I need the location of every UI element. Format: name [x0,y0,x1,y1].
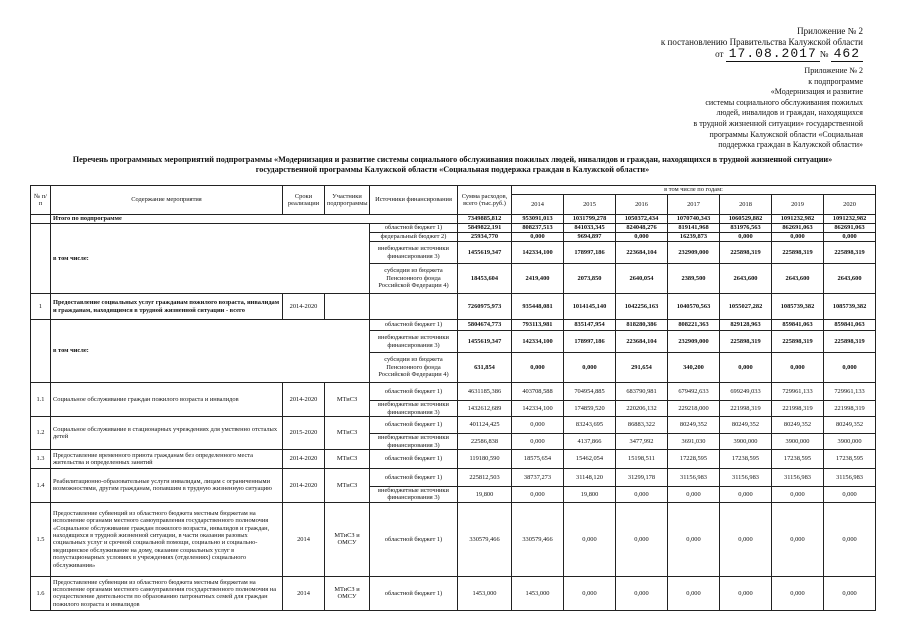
year-amount: 80249,352 [772,417,824,434]
item-num: 1.6 [31,576,51,610]
funding-source: областной бюджет 1) [370,383,458,401]
year-amount: 0,000 [616,487,668,503]
year-amount: 0,000 [772,487,824,503]
appendix-block [663,66,863,151]
item-row [31,417,876,434]
item-participant: МТиСЗ и ОМСУ [325,502,370,576]
total-amount: 7349885,812 [458,215,512,224]
decree-date: 17.08.2017 [726,46,820,62]
year-amount: 291,654 [616,353,668,383]
breakdown-label: в том числе: [51,320,370,383]
year-amount: 178997,186 [564,242,616,264]
year-amount: 232909,000 [668,331,720,353]
year-amount: 0,000 [824,233,876,242]
total-amount: 401124,425 [458,417,512,434]
year-amount: 17238,595 [772,450,824,469]
date-prefix: от [715,49,724,59]
num-cell [31,320,51,383]
year-amount: 0,000 [772,502,824,576]
year-amount: 4137,866 [564,434,616,450]
total-amount: 1432612,689 [458,401,512,417]
total-amount: 631,854 [458,353,512,383]
year-amount: 80249,352 [720,417,772,434]
year-amount: 3691,030 [668,434,720,450]
col-year-header: 2015 [564,195,616,215]
year-amount: 2419,400 [512,264,564,294]
year-amount: 0,000 [564,353,616,383]
item-num: 1.5 [31,502,51,576]
funding-source: субсидии из бюджета Пенсионного фонда Российской Федерации 4) [370,264,458,294]
year-amount: 835147,954 [564,320,616,331]
year-amount: 0,000 [824,353,876,383]
year-amount: 16239,873 [668,233,720,242]
item-row [31,383,876,401]
year-amount: 953091,013 [512,215,564,224]
year-amount: 0,000 [512,434,564,450]
year-amount: 0,000 [512,233,564,242]
year-amount: 142334,100 [512,331,564,353]
year-amount: 2643,600 [720,264,772,294]
title-line: государственной программы Калужской области «Социальная поддержка граждан в Калужской области» [255,165,650,174]
col-year-header: 2016 [616,195,668,215]
year-amount: 1031799,278 [564,215,616,224]
item-participant: МТиСЗ [325,383,370,417]
breakdown-row [31,224,876,233]
year-amount: 0,000 [668,576,720,610]
year-amount: 0,000 [616,233,668,242]
year-amount: 223684,104 [616,242,668,264]
year-amount: 0,000 [720,502,772,576]
funding-source: внебюджетные источники финансирования 3) [370,401,458,417]
item-num: 1.4 [31,469,51,503]
col-year-header: 2019 [772,195,824,215]
year-amount: 1091232,982 [824,215,876,224]
title-line: Перечень программных мероприятий подпрограммы «Модернизация и развитие системы социального обслуживания пожилых людей, инвалидов и граждан, находящихся в трудной жизненной ситуации» [72,155,833,164]
total-amount: 1455619,347 [458,242,512,264]
year-amount: 841033,345 [564,224,616,233]
year-amount: 17238,595 [824,450,876,469]
year-amount: 0,000 [512,487,564,503]
funding-source: областной бюджет 1) [370,502,458,576]
item-terms: 2015-2020 [283,417,325,450]
year-amount: 403708,588 [512,383,564,401]
year-amount: 859841,063 [824,320,876,331]
year-amount: 142334,100 [512,401,564,417]
year-amount: 15198,511 [616,450,668,469]
year-amount: 808221,363 [668,320,720,331]
year-amount: 142334,100 [512,242,564,264]
item-content: Реабилитационно-образовательные услуги инвалидам, лицам с ограниченными возможностями, другим гражданам, попавшим в трудную жизненную ситуацию [51,469,283,503]
year-amount: 31156,983 [668,469,720,487]
year-amount: 0,000 [512,353,564,383]
section-source [370,294,458,320]
year-amount: 1040570,563 [668,294,720,320]
year-amount: 2643,600 [824,264,876,294]
total-amount: 19,800 [458,487,512,503]
year-amount: 38737,273 [512,469,564,487]
year-amount: 225898,319 [772,331,824,353]
section-content: Предоставление социальных услуг гражданам пожилого возраста, инвалидам и гражданам, находящимся в трудной жизненной ситуации - всего [51,294,283,320]
year-amount: 0,000 [772,353,824,383]
year-amount: 1091232,982 [772,215,824,224]
year-amount: 17238,595 [720,450,772,469]
total-amount: 7260975,973 [458,294,512,320]
item-terms: 2014-2020 [283,383,325,417]
funding-source: внебюджетные источники финансирования 3) [370,242,458,264]
appendix-text-line: в трудной жизненной ситуации» государственной [693,118,863,128]
item-participant: МТиСЗ [325,450,370,469]
year-amount: 225898,319 [772,242,824,264]
funding-source: субсидии из бюджета Пенсионного фонда Российской Федерации 4) [370,353,458,383]
item-row [31,502,876,576]
total-amount: 1453,000 [458,576,512,610]
col-participants-header: Участники подпрограммы [325,186,370,215]
year-amount: 2640,054 [616,264,668,294]
year-amount: 232909,000 [668,242,720,264]
funding-source: областной бюджет 1) [370,224,458,233]
year-amount: 1014145,140 [564,294,616,320]
year-amount: 31156,983 [720,469,772,487]
item-participant: МТиСЗ и ОМСУ [325,576,370,610]
year-amount: 829128,963 [720,320,772,331]
table-body [31,215,876,611]
appendix-text-line: системы социального обслуживания пожилых [705,97,863,107]
funding-source: областной бюджет 1) [370,576,458,610]
appendix-text-line: программы Калужской области «Социальная [709,129,863,139]
item-num: 1.2 [31,417,51,450]
col-content-header: Содержание мероприятия [51,186,283,215]
year-amount: 862691,063 [772,224,824,233]
total-amount: 1455619,347 [458,331,512,353]
item-participant: МТиСЗ [325,417,370,450]
year-amount: 223684,104 [616,331,668,353]
year-amount: 679492,633 [668,383,720,401]
document-title [30,155,875,175]
year-amount: 80249,352 [668,417,720,434]
year-amount: 0,000 [824,576,876,610]
year-amount: 80249,352 [824,417,876,434]
item-row [31,576,876,610]
item-participant: МТиСЗ [325,469,370,503]
num-cell [31,215,51,224]
year-amount: 0,000 [720,576,772,610]
col-years-group-header: в том числе по годам: [512,186,876,195]
year-amount: 862691,063 [824,224,876,233]
total-amount: 4631185,386 [458,383,512,401]
breakdown-label: в том числе: [51,224,370,294]
item-content: Предоставление субвенции из областного бюджета местным бюджетам на исполнение органами местного самоуправления государственного полномочия на осуществление деятельности по образованию патронатных семей для граждан пожилого возраста и инвалидов [51,576,283,610]
year-amount: 31299,178 [616,469,668,487]
year-amount: 1085739,382 [824,294,876,320]
col-year-header: 2020 [824,195,876,215]
item-row [31,469,876,487]
year-amount: 31148,120 [564,469,616,487]
total-amount: 25934,770 [458,233,512,242]
col-total-header: Сумма расходов, всего (тыс.руб.) [458,186,512,215]
year-amount: 1055027,282 [720,294,772,320]
year-amount: 0,000 [720,233,772,242]
year-amount: 0,000 [564,502,616,576]
year-amount: 225898,319 [720,331,772,353]
col-terms-header: Сроки реализации [283,186,325,215]
col-year-header: 2017 [668,195,720,215]
year-amount: 683790,981 [616,383,668,401]
year-amount: 1060529,882 [720,215,772,224]
year-amount: 229218,000 [668,401,720,417]
year-amount: 3900,000 [824,434,876,450]
year-amount: 31156,983 [772,469,824,487]
year-amount: 793113,981 [512,320,564,331]
year-amount: 221998,319 [824,401,876,417]
total-amount: 330579,466 [458,502,512,576]
decree-number: 462 [831,46,863,62]
item-content: Предоставление временного приюта гражданам без определенного места жительства и определенных занятий [51,450,283,469]
year-amount: 0,000 [668,487,720,503]
item-terms: 2014 [283,576,325,610]
year-amount: 0,000 [720,353,772,383]
year-amount: 729961,133 [824,383,876,401]
total-amount: 5804674,773 [458,320,512,331]
year-amount: 3477,992 [616,434,668,450]
year-amount: 1042256,163 [616,294,668,320]
year-amount: 831976,563 [720,224,772,233]
year-amount: 225898,319 [824,242,876,264]
total-row [31,215,876,224]
section-row [31,294,876,320]
total-amount: 225812,503 [458,469,512,487]
item-terms: 2014 [283,502,325,576]
year-amount: 859841,063 [772,320,824,331]
year-amount: 174859,520 [564,401,616,417]
year-amount: 0,000 [772,233,824,242]
year-amount: 225898,319 [720,242,772,264]
funding-source: внебюджетные источники финансирования 3) [370,487,458,503]
year-amount: 3900,000 [772,434,824,450]
section-terms: 2014-2020 [283,294,325,320]
year-amount: 1453,000 [512,576,564,610]
funding-source: областной бюджет 1) [370,417,458,434]
item-content: Предоставление субвенций из областного бюджета местным бюджетам на исполнение органами местного самоуправления государственного полномочия «Социальное обслуживание граждан пожилого возраста, инвалидов и граждан, находящихся в трудной жизненной ситуации, в части оказания разовых социальных услуг и срочной социальной помощи, социально и социально-медицинское обслуживание на дому, оказание социальных услуг в полустационарных условиях в учреждениях (отделениях) социального обслуживания» [51,502,283,576]
appendix-text-line: поддержка граждан в Калужской области» [718,140,863,150]
total-label: Итого по подпрограмме [51,215,458,224]
decree-line: к постановлению Правительства Калужской области [660,37,863,47]
year-amount: 818280,386 [616,320,668,331]
year-amount: 1070740,343 [668,215,720,224]
year-amount: 1050372,434 [616,215,668,224]
col-sources-header: Источники финансирования [370,186,458,215]
appendix-text-line: к подпрограмме [808,76,863,86]
year-amount: 0,000 [564,576,616,610]
year-amount: 83243,695 [564,417,616,434]
year-amount: 15462,054 [564,450,616,469]
item-num: 1.3 [31,450,51,469]
total-amount: 5849822,191 [458,224,512,233]
item-content: Социальное обслуживание в стационарных учреждениях для умственно отсталых детей [51,417,283,450]
number-prefix: № [819,49,829,59]
year-amount: 819141,968 [668,224,720,233]
year-amount: 699249,033 [720,383,772,401]
year-amount: 3900,000 [720,434,772,450]
year-amount: 704954,885 [564,383,616,401]
funding-source: внебюджетные источники финансирования 3) [370,331,458,353]
total-amount: 18453,604 [458,264,512,294]
appendix-text-line: Приложение № 2 [804,66,863,75]
item-terms: 2014-2020 [283,469,325,503]
year-amount: 31156,983 [824,469,876,487]
year-amount: 17228,595 [668,450,720,469]
year-amount: 0,000 [512,417,564,434]
num-cell [31,224,51,294]
item-row [31,450,876,469]
funding-source: областной бюджет 1) [370,320,458,331]
measures-table [30,185,876,611]
item-content: Социальное обслуживание граждан пожилого возраста и инвалидов [51,383,283,417]
decree-date-line [661,48,863,60]
year-amount: 18575,654 [512,450,564,469]
year-amount: 2643,600 [772,264,824,294]
year-amount: 0,000 [616,576,668,610]
item-terms: 2014-2020 [283,450,325,469]
year-amount: 2073,850 [564,264,616,294]
year-amount: 0,000 [668,502,720,576]
year-amount: 729961,133 [772,383,824,401]
year-amount: 1085739,382 [772,294,824,320]
col-year-header: 2018 [720,195,772,215]
year-amount: 2389,500 [668,264,720,294]
col-year-header: 2014 [512,195,564,215]
funding-source: областной бюджет 1) [370,469,458,487]
appendix-text-line: людей, инвалидов и граждан, находящихся [716,108,863,118]
year-amount: 0,000 [824,502,876,576]
year-amount: 824048,276 [616,224,668,233]
total-amount: 22586,838 [458,434,512,450]
year-amount: 0,000 [772,576,824,610]
year-amount: 221998,319 [720,401,772,417]
year-amount: 225898,319 [824,331,876,353]
year-amount: 935448,081 [512,294,564,320]
breakdown-row [31,320,876,331]
appendix-line: Приложение № 2 [797,26,863,36]
document-header [661,26,863,60]
funding-source: федеральный бюджет 2) [370,233,458,242]
total-amount: 119180,590 [458,450,512,469]
year-amount: 330579,466 [512,502,564,576]
section-participant [325,294,370,320]
year-amount: 0,000 [720,487,772,503]
year-amount: 19,800 [564,487,616,503]
appendix-text-line: «Модернизация и развитие [770,87,863,97]
item-num: 1.1 [31,383,51,417]
funding-source: внебюджетные источники финансирования 3) [370,434,458,450]
funding-source: областной бюджет 1) [370,450,458,469]
section-num: 1 [31,294,51,320]
year-amount: 178997,186 [564,331,616,353]
year-amount: 340,200 [668,353,720,383]
year-amount: 220206,132 [616,401,668,417]
year-amount: 86883,322 [616,417,668,434]
year-amount: 0,000 [824,487,876,503]
year-amount: 0,000 [616,502,668,576]
col-num-header: № п/п [31,186,51,215]
year-amount: 808237,513 [512,224,564,233]
year-amount: 9694,897 [564,233,616,242]
year-amount: 221998,319 [772,401,824,417]
